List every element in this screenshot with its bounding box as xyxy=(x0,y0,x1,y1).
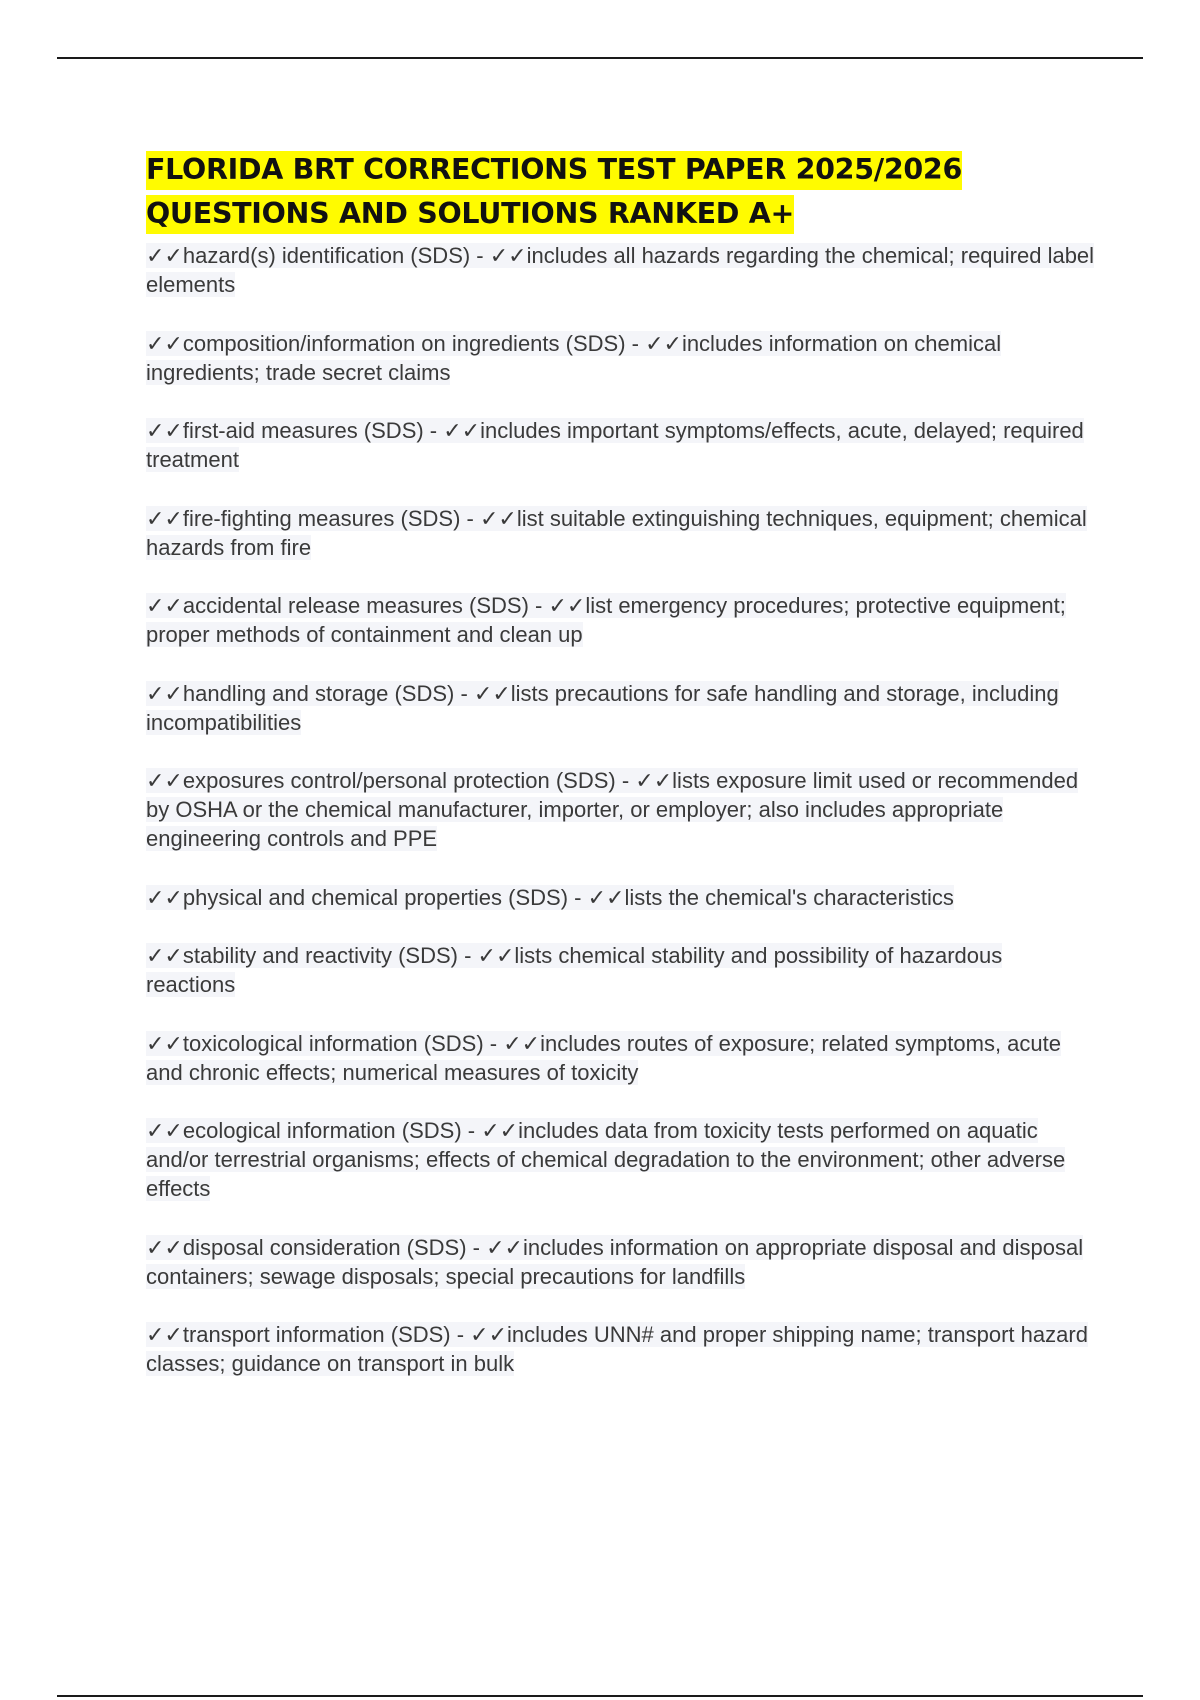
qa-text: ✓✓handling and storage (SDS) - ✓✓lists precautions for safe handling and storage, including incompatibilities xyxy=(146,680,1059,735)
list-item xyxy=(146,416,1096,474)
list-item xyxy=(146,941,1096,999)
document-body xyxy=(146,148,1096,1408)
list-item xyxy=(146,1233,1096,1291)
list-item xyxy=(146,766,1096,853)
top-rule xyxy=(57,57,1143,59)
qa-text: ✓✓composition/information on ingredients (SDS) - ✓✓includes information on chemical ingredients; trade secret claims xyxy=(146,330,1002,385)
list-item xyxy=(146,1116,1096,1203)
document-title xyxy=(146,148,1096,236)
qa-text: ✓✓ecological information (SDS) - ✓✓includes data from toxicity tests performed on aquatic and/or terrestrial organisms; effects of chemical degradation to the environment; other adverse effects xyxy=(146,1118,1066,1201)
list-item xyxy=(146,1029,1096,1087)
list-item xyxy=(146,329,1096,387)
list-item xyxy=(146,679,1096,737)
qa-text: ✓✓first-aid measures (SDS) - ✓✓includes important symptoms/effects, acute, delayed; required treatment xyxy=(146,418,1084,472)
qa-text: ✓✓transport information (SDS) - ✓✓includes UNN# and proper shipping name; transport hazard classes; guidance on transport in bulk xyxy=(146,1322,1088,1376)
list-item xyxy=(146,1320,1096,1378)
qa-text: ✓✓hazard(s) identification (SDS) - ✓✓includes all hazards regarding the chemical; required label elements xyxy=(146,243,1095,297)
list-item xyxy=(146,883,1096,912)
qa-text: ✓✓stability and reactivity (SDS) - ✓✓lists chemical stability and possibility of hazardous reactions xyxy=(146,943,1003,997)
list-item xyxy=(146,504,1096,562)
qa-text: ✓✓physical and chemical properties (SDS) - ✓✓lists the chemical's characteristics xyxy=(146,884,954,910)
document-title-text: FLORIDA BRT CORRECTIONS TEST PAPER 2025/2026 QUESTIONS AND SOLUTIONS RANKED A+ xyxy=(146,151,962,234)
qa-text: ✓✓toxicological information (SDS) - ✓✓includes routes of exposure; related symptoms, acute and chronic effects; numerical measures of toxicity xyxy=(146,1030,1061,1085)
qa-text: ✓✓accidental release measures (SDS) - ✓✓list emergency procedures; protective equipment; proper methods of containment and clean up xyxy=(146,593,1066,647)
qa-text: ✓✓exposures control/personal protection (SDS) - ✓✓lists exposure limit used or recommended by OSHA or the chemical manufacturer, importer, or employer; also includes appropriate engineering controls and PPE xyxy=(146,768,1079,851)
list-item xyxy=(146,591,1096,649)
qa-text: ✓✓disposal consideration (SDS) - ✓✓includes information on appropriate disposal and disposal containers; sewage disposals; special precautions for landfills xyxy=(146,1234,1084,1289)
qa-text: ✓✓fire-fighting measures (SDS) - ✓✓list suitable extinguishing techniques, equipment; chemical hazards from fire xyxy=(146,505,1087,560)
qa-list xyxy=(146,241,1096,1378)
bottom-rule xyxy=(57,1695,1143,1697)
list-item xyxy=(146,241,1096,299)
